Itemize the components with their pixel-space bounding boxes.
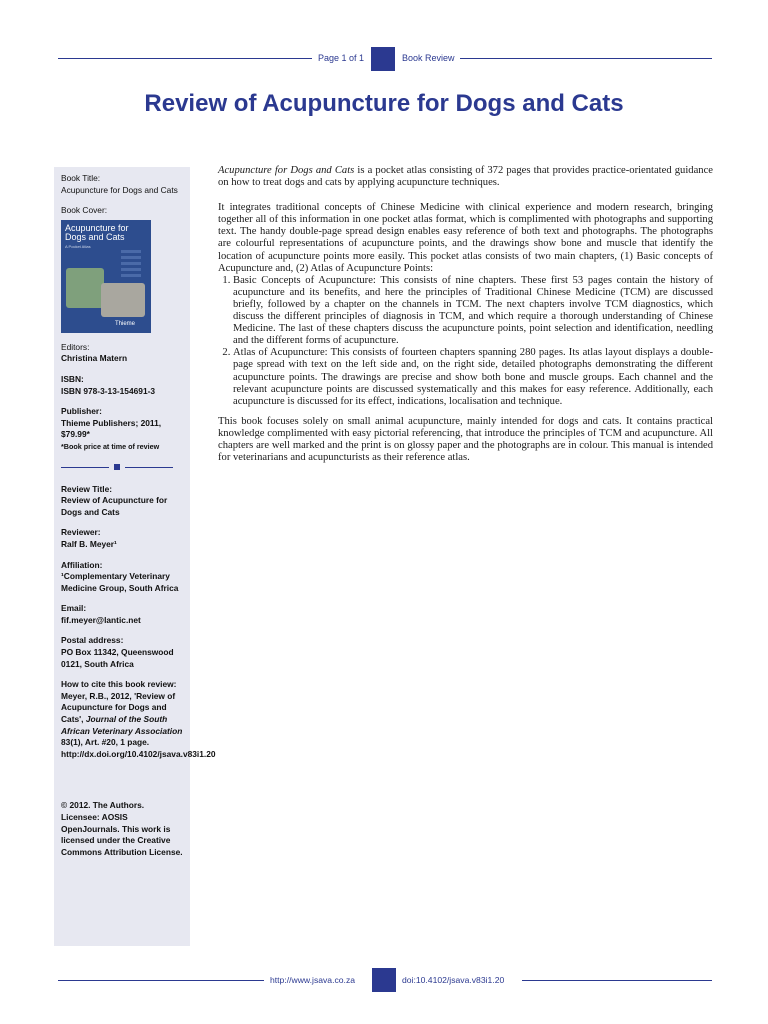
review-title-label: Review Title: [61, 483, 113, 494]
reviewer-block [61, 527, 184, 550]
copyright-text: © 2012. The Authors. Licensee: AOSIS OpenJournals. This work is licensed under the Creative Commons Attribution License. [61, 800, 183, 857]
page-number: Page 1 of 1 [318, 53, 365, 63]
price-note: *Book price at time of review [61, 441, 160, 451]
editors-value: Christina Matern [61, 353, 128, 364]
footer-rule-left [58, 980, 264, 981]
cover-subtitle: A Pocket Atlas [65, 243, 91, 249]
page-title: Review of Acupuncture for Dogs and Cats [144, 90, 624, 117]
email-label: Email: [61, 603, 87, 614]
footer-square [372, 968, 396, 992]
chapter-list [218, 275, 713, 408]
affiliation-block [61, 560, 184, 595]
affiliation-label: Affiliation: [61, 559, 103, 570]
postal-value: PO Box 11342, Queenswood 0121, South Africa [61, 647, 174, 669]
divider-line-left [61, 467, 109, 468]
citation-label: How to cite this book review: [61, 679, 177, 690]
citation-pre: Meyer, R.B., 2012, 'Review of Acupuncture for Dogs and Cats', [61, 690, 176, 725]
paragraph-intro [218, 165, 713, 189]
cover-cat-photo [101, 283, 145, 317]
paragraph-overview: It integrates traditional concepts of Chinese Medicine with clinical experience and modern research, bringing together all of this information in one pocket atlas format, which is complimented with photographs and supporting text. The handy double-page spread design enables easy reference of both text and photographs. The photographs are colourful representations of acupuncture points, and the drawings show bone and muscle that identify the location of acupuncture points more easily. This pocket atlas consists of two main chapters, (1) Basic concepts of Acupuncture and, (2) Atlas of Acupuncture Points: [218, 202, 713, 274]
book-title-label: Book Title: [61, 173, 101, 183]
review-title-value: Review of Acupuncture for Dogs and Cats [61, 495, 168, 517]
isbn-label: ISBN: [61, 373, 84, 384]
divider-line-right [125, 467, 173, 468]
isbn-block [61, 374, 184, 397]
book-title-italic: Acupuncture for Dogs and Cats [218, 165, 355, 176]
book-title-block [61, 173, 184, 196]
copyright-block [61, 800, 184, 858]
cover-pattern [121, 250, 141, 278]
list-item: 1. Basic Concepts of Acupuncture: This consists of nine chapters. These first 53 pages contain the history of acupuncture and its benefits, and here the principles of Traditional Chinese Medicine (TCM) are discussed briefly, followed by a chapter on the channels in TCM. The next chapters involve TCM diagnostics, which discuss the different principles of diagnosis in TCM, and which require a thorough understanding of Chinese Medicine. The last of these chapters discuss the acupuncture points, point selection and identification, needling and the different forms of acupuncture. [233, 275, 713, 348]
book-cover-label: Book Cover: [61, 205, 108, 216]
header-rule-left [58, 58, 312, 59]
review-body [218, 165, 713, 477]
cover-publisher-logo: Thieme [115, 320, 136, 327]
footer-rule-right [522, 980, 712, 981]
header-square [371, 47, 395, 71]
publisher-label: Publisher: [61, 406, 102, 417]
editors-block [61, 342, 184, 365]
citation-journal: Journal of the South African Veterinary Association [61, 714, 183, 736]
cover-title: Acupuncture for Dogs and Cats [65, 222, 129, 242]
book-title: Acupuncture for Dogs and Cats [61, 184, 178, 195]
email-block [61, 603, 184, 626]
publisher-block [61, 406, 184, 452]
affiliation-value: ¹Complementary Veterinary Medicine Group, South Africa [61, 571, 179, 593]
email-value[interactable]: fif.meyer@lantic.net [61, 614, 141, 625]
citation-post[interactable]: 83(1), Art. #20, 1 page. http://dx.doi.org/10.4102/jsava.v83i1.20 [61, 737, 216, 759]
reviewer-value: Ralf B. Meyer¹ [61, 538, 117, 549]
section-label: Book Review [402, 53, 455, 63]
reviewer-label: Reviewer: [61, 527, 101, 538]
list-item: 2. Atlas of Acupuncture: This consists of fourteen chapters spanning 280 pages. Its atlas layout displays a double-page spread with text on the left side and, on the right side, detailed photographs demonstrating the different acupuncture points. The drawings are precise and show both bone and muscle groups. Each channel and the relevant acupuncture points are discussed systematically and this makes for easy reference. Additionally, each acupuncture is discussed for its effect, indications, localisation and technique. [233, 347, 713, 407]
postal-block [61, 635, 184, 670]
header-rule-right [460, 58, 712, 59]
isbn-value: ISBN 978-3-13-154691-3 [61, 385, 156, 396]
journal-url-link[interactable]: http://www.jsava.co.za [270, 975, 356, 985]
postal-label: Postal address: [61, 635, 124, 646]
paragraph-conclusion: This book focuses solely on small animal acupuncture, mainly intended for dogs and cats. It contains practical knowledge complimented with easy pictorial referencing, that introduce the principles of TCM and acupuncture. All chapters are well marked and the print is on glossy paper and the photographs are in colour. This manual is intended for veterinarians and acupuncturists as their reference atlas. [218, 415, 713, 464]
book-cover-image [61, 220, 151, 333]
editors-label: Editors: [61, 341, 90, 352]
publisher-value: Thieme Publishers; 2011, $79.99* [61, 417, 162, 440]
sidebar-divider [61, 462, 184, 474]
cover-dog-photo [66, 268, 104, 308]
review-title-block [61, 484, 184, 519]
citation-text [61, 690, 216, 761]
divider-square [114, 464, 120, 470]
sidebar [54, 167, 216, 946]
doi-link[interactable]: doi:10.4102/jsava.v83i1.20 [402, 975, 505, 985]
intro-rest: is a pocket atlas consisting of 372 pages that provides practice-orientated guidance on how to treat dogs and cats by applying acupuncture techniques. [218, 165, 713, 189]
citation-block [61, 679, 216, 760]
